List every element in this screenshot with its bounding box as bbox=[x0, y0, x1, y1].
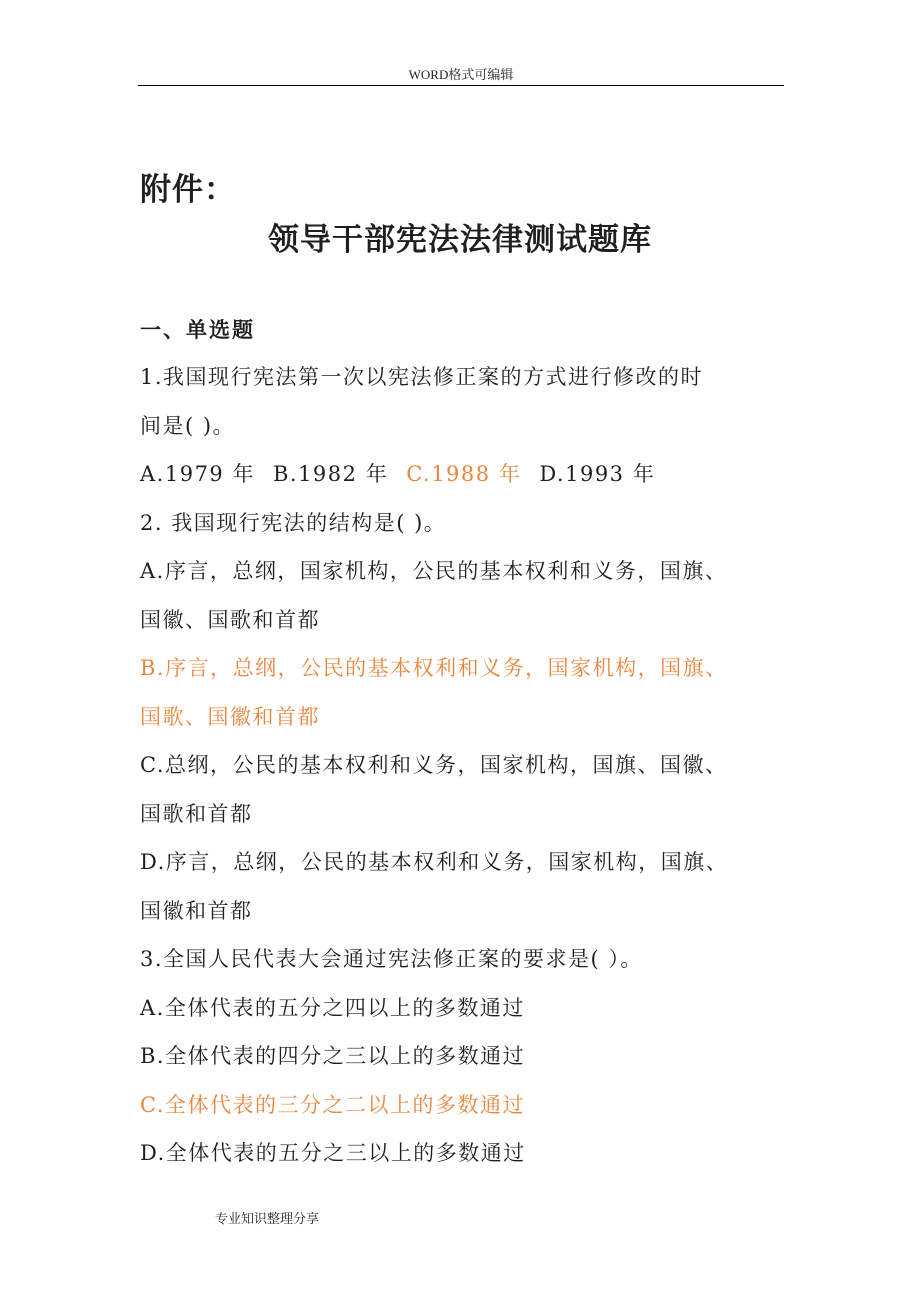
question-2-stem: 2. 我国现行宪法的结构是( )。 bbox=[140, 510, 447, 535]
page-header: WORD格式可编辑 bbox=[408, 67, 514, 82]
question-1-stem-cont: 间是( )。 bbox=[140, 413, 236, 438]
section-title: 一、单选题 bbox=[140, 318, 255, 342]
question-1-options bbox=[140, 450, 790, 499]
document-title: 领导干部宪法法律测试题库 bbox=[268, 222, 652, 258]
q1-option-c-answer: C.1988 年 bbox=[406, 462, 522, 486]
header-rule bbox=[138, 85, 784, 86]
q2-option-b-answer-cont: 国歌、国徽和首都 bbox=[140, 704, 320, 729]
q3-option-b: B.全体代表的四分之三以上的多数通过 bbox=[140, 1044, 526, 1068]
attachment-label: 附件： bbox=[140, 172, 236, 208]
q1-option-a: A.1979 年 bbox=[140, 462, 255, 486]
q1-option-b: B.1982 年 bbox=[272, 462, 389, 486]
question-1-stem: 1.我国现行宪法第一次以宪法修正案的方式进行修改的时 bbox=[140, 365, 704, 389]
q3-option-a: A.全体代表的五分之四以上的多数通过 bbox=[140, 995, 525, 1020]
q2-option-b-answer: B.序言，总纲，公民的基本权利和义务，国家机构，国旗、 bbox=[140, 656, 728, 680]
q2-option-d: D.序言，总纲，公民的基本权利和义务，国家机构，国旗、 bbox=[140, 850, 729, 874]
q3-option-d: D.全体代表的五分之三以上的多数通过 bbox=[140, 1141, 526, 1165]
question-list bbox=[140, 353, 790, 1178]
q3-option-c-answer: C.全体代表的三分之二以上的多数通过 bbox=[140, 1092, 525, 1117]
question-3-stem: 3.全国人民代表大会通过宪法修正案的要求是( ）。 bbox=[140, 947, 643, 971]
q2-option-a-cont: 国徽、国歌和首都 bbox=[140, 607, 320, 632]
q2-option-c: C.总纲，公民的基本权利和义务，国家机构，国旗、国徽、 bbox=[140, 753, 728, 777]
q2-option-d-cont: 国徽和首都 bbox=[140, 898, 253, 923]
q1-option-d: D.1993 年 bbox=[539, 462, 656, 486]
q2-option-a: A.序言，总纲，国家机构，公民的基本权利和义务，国旗、 bbox=[140, 559, 728, 583]
page-footer: 专业知识整理分享 bbox=[215, 1212, 320, 1227]
q2-option-c-cont: 国歌和首都 bbox=[140, 801, 253, 826]
